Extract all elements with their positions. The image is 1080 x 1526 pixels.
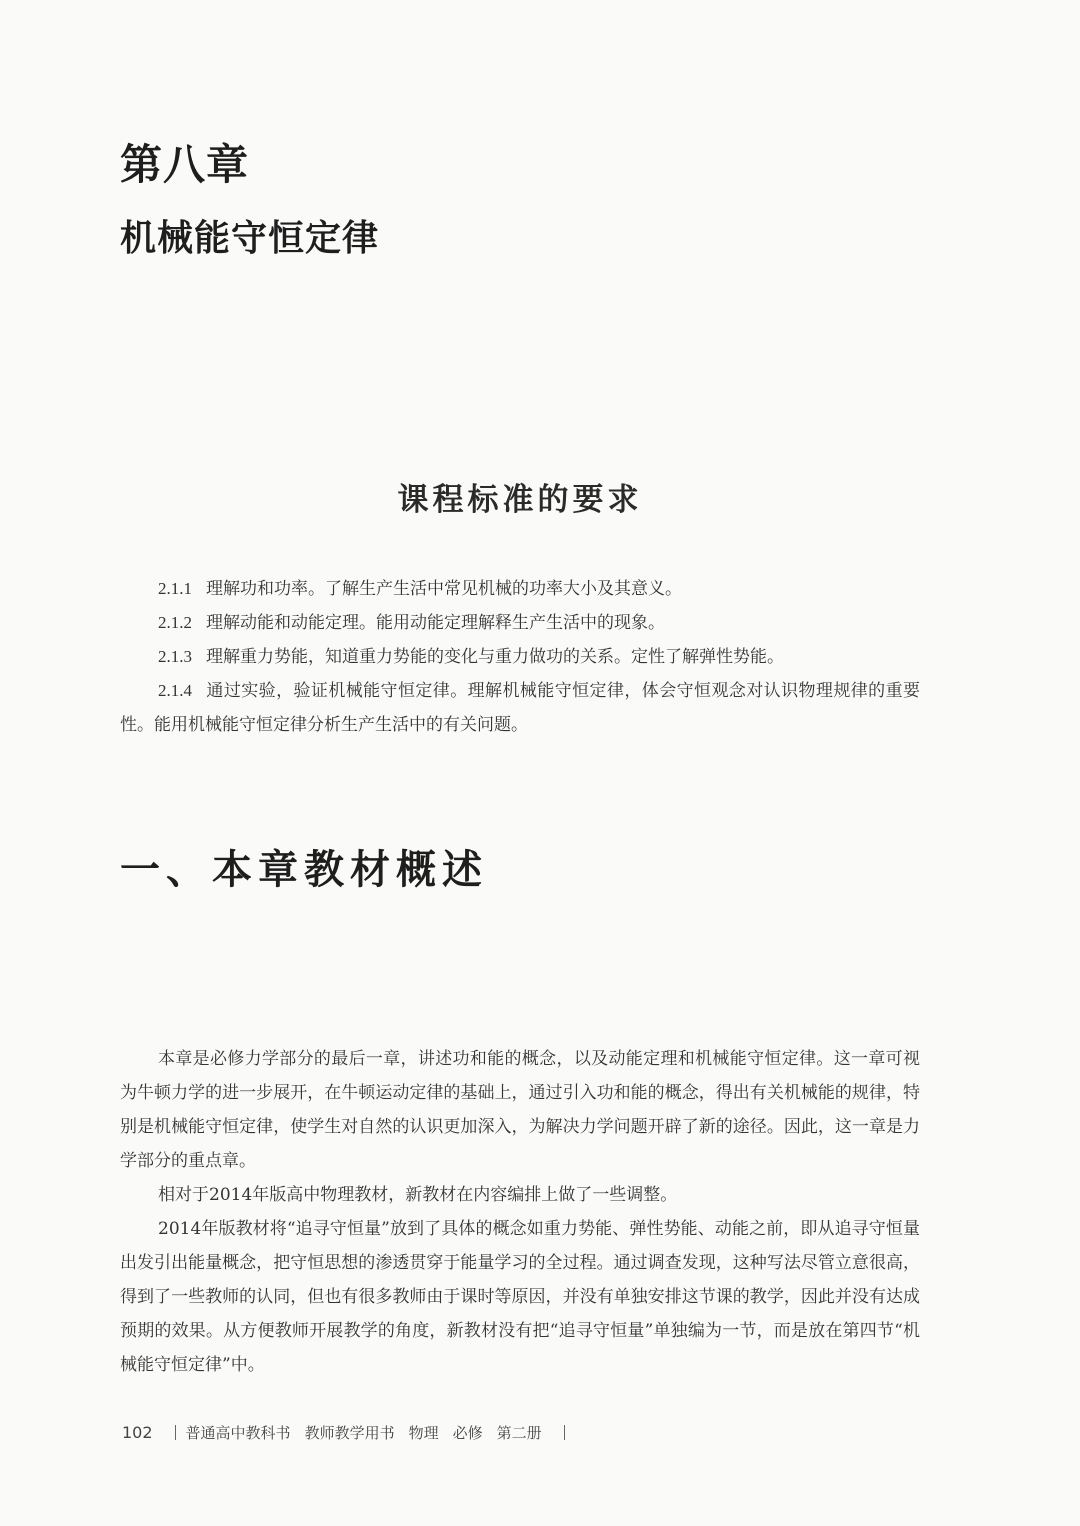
section-heading: 一、本章教材概述: [120, 846, 488, 893]
standard-text: 理解功和功率。了解生产生活中常见机械的功率大小及其意义。: [206, 579, 682, 599]
body-paragraph: 本章是必修力学部分的最后一章，讲述功和能的概念，以及动能定理和机械能守恒定律。这一章可视为牛顿力学的进一步展开，在牛顿运动定律的基础上，通过引入功和能的概念，得出有关机械能的规律，特别是机械能守恒定律，使学生对自然的认识更加深入，为解决力学问题开辟了新的途径。因此，这一章是力学部分的重点章。: [120, 1049, 920, 1171]
standard-code: 2.1.1: [158, 579, 192, 598]
standard-text: 通过实验，验证机械能守恒定律。理解机械能守恒定律，体会守恒观念对认识物理规律的重要性。能用机械能守恒定律分析生产生活中的有关问题。: [120, 681, 920, 735]
standard-text: 理解动能和动能定理。能用动能定理解释生产生活中的现象。: [206, 613, 665, 633]
footer-divider: [175, 1425, 176, 1440]
page-footer: [122, 1422, 575, 1443]
section-body: [120, 1042, 920, 1382]
body-paragraph: 2014年版教材将“追寻守恒量”放到了具体的概念如重力势能、弹性势能、动能之前，即从追寻守恒量出发引出能量概念，把守恒思想的渗透贯穿于能量学习的全过程。通过调查发现，这种写法尽管立意很高，得到了一些教师的认同，但也有很多教师由于课时等原因，并没有单独安排这节课的教学，因此并没有达成预期的效果。从方便教师开展教学的角度，新教材没有把“追寻守恒量”单独编为一节，而是放在第四节“机械能守恒定律”中。: [120, 1219, 920, 1375]
standard-code: 2.1.3: [158, 647, 192, 666]
footer-book: 普通高中教科书: [185, 1424, 291, 1442]
footer-level: 必修: [452, 1424, 483, 1442]
standards-heading: 课程标准的要求: [397, 482, 643, 518]
standard-code: 2.1.4: [158, 681, 192, 700]
chapter-number: 第八章: [120, 140, 250, 189]
standard-item: [120, 674, 920, 742]
chapter-title: 机械能守恒定律: [120, 218, 380, 259]
footer-type: 教师教学用书: [304, 1424, 395, 1442]
standard-item: [120, 606, 920, 640]
footer-subject: 物理: [408, 1424, 439, 1442]
footer-divider: [564, 1425, 565, 1440]
standards-list: [120, 572, 920, 742]
standard-text: 理解重力势能，知道重力势能的变化与重力做功的关系。定性了解弹性势能。: [206, 647, 784, 667]
standard-item: [120, 640, 920, 674]
standard-item: [120, 572, 920, 606]
page-number: 102: [122, 1423, 153, 1442]
standard-code: 2.1.2: [158, 613, 192, 632]
footer-volume: 第二册: [496, 1424, 542, 1442]
body-paragraph: 相对于2014年版高中物理教材，新教材在内容编排上做了一些调整。: [158, 1185, 678, 1205]
